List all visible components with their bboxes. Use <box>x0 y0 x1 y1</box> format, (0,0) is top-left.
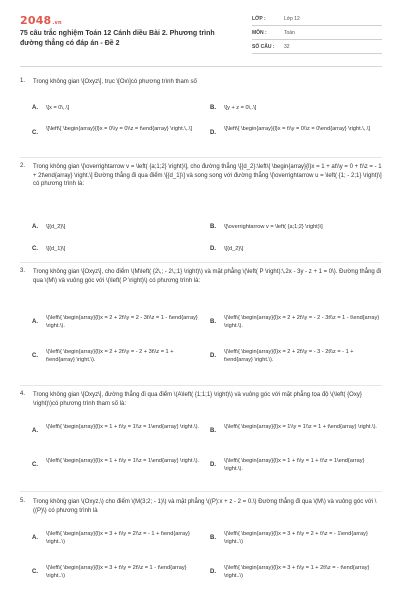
info-row-count <box>252 40 382 54</box>
option-letter: D. <box>210 569 216 575</box>
question-text: Trong không gian \[Oxyz\], đường thẳng đi qua điểm \(A\left( {1;1;1} \right)\) và vuông góc với mặt phẳng tọa độ \(\left( {Oxy} \right)\)có phương trình tham số là: <box>33 392 362 407</box>
option-a[interactable] <box>32 423 202 434</box>
option-letter: A. <box>32 428 38 434</box>
question-text: Trong không gian \[Oxyz\], trục \[Ox\]có phương trình tham số <box>33 79 197 85</box>
option-c[interactable] <box>32 457 202 468</box>
question-divider <box>20 262 382 263</box>
option-d[interactable] <box>210 564 382 581</box>
option-a[interactable] <box>32 104 200 112</box>
option-c[interactable] <box>32 564 202 581</box>
option-text: \[{d_2}\] <box>224 246 244 252</box>
info-label: MÔN : <box>252 29 267 36</box>
question-number: 1. <box>20 78 26 84</box>
question-text: Trong không gian \[Oxyz\], cho điểm \(M\left( {2\,; - 2\,;1} \right)\) và mặt phẳng \(\left( P \right):\,2x - 3y - z + 1 = 0\). Đường thẳng đi qua \(M\) và vuông góc với \(\left( P \right)\) có phương trình là: <box>33 269 382 284</box>
option-text: \[{d_2}\] <box>46 224 66 230</box>
option-text: \(\left\{ \begin{array}{l}x = 1 + t\\y = 1 + t\\z = 1\end{array} \right.\). <box>224 458 365 473</box>
option-letter: A. <box>32 319 38 325</box>
option-a[interactable] <box>32 530 202 547</box>
option-text: \(\left\{ \begin{array}{l}x = 3 + t\\y = 1 + 2t\\z = - t\end{array} \right..\) <box>224 565 370 580</box>
option-letter: D. <box>210 353 216 359</box>
option-letter: D. <box>210 246 216 252</box>
option-letter: C. <box>32 353 38 359</box>
question-3 <box>20 268 382 380</box>
option-c[interactable] <box>32 245 200 253</box>
option-text: \(\left\{ \begin{array}{l}x = 1 + t\\y = 1\\z = 1\end{array} \right.\). <box>46 458 199 464</box>
option-b[interactable] <box>210 314 382 331</box>
info-label: SỐ CÂU : <box>252 43 275 50</box>
option-letter: C. <box>32 246 38 252</box>
info-value: Toán <box>284 29 295 36</box>
option-letter: A. <box>32 224 38 230</box>
quiz-info-box <box>252 12 382 54</box>
option-letter: C. <box>32 130 38 136</box>
option-text: \[\left\{ \begin{array}{l}x = t\\y = 0\\z = 0\end{array} \right.\,.\] <box>224 126 370 132</box>
option-d[interactable] <box>210 348 382 365</box>
option-text: \[y + z = 0\,.\] <box>224 105 257 111</box>
option-letter: B. <box>210 535 216 541</box>
option-text: \(\left\{ \begin{array}{l}x = 2 + 2t\\y = 2 - 3t\\z = 1 - t\end{array} \right.\). <box>46 315 198 330</box>
question-divider <box>20 157 382 158</box>
site-logo[interactable]: 2048.vn <box>20 14 62 27</box>
info-value: 32 <box>284 43 290 50</box>
option-text: \[\overrightarrow v = \left( {a;1;2} \right)\] <box>224 224 323 230</box>
option-text: \(\left\{ \begin{array}{l}x = 1\\y = 1\\z = 1 + t\end{array} \right.\). <box>224 424 377 430</box>
question-text: Trong không gian \[\overrightarrow v = \left( {a;1;2} \right)\], cho đường thẳng \[{d_2}:\left\{ \begin{array}{l}x = 1 + at\\y = 0 + t\\z = - 1 + 2t\end{array} \right.\] Đường thẳng đi qua điểm \[{d_1}\] và song song với đường thẳng \[\overrightarrow u = \left( {1; - 2;1} \right)\] có phương trình là: <box>33 164 382 188</box>
option-text: \(\left\{ \begin{array}{l}x = 3 + t\\y = 2t\\z = 1 - t\end{array} \right..\) <box>46 565 187 580</box>
option-text: \[{d_1}\] <box>46 246 66 252</box>
question-number: 4. <box>20 391 26 397</box>
question-divider <box>20 491 382 492</box>
info-value: Lớp 12 <box>284 15 300 22</box>
option-text: \(\left\{ \begin{array}{l}x = 2 + 2t\\y = - 3 - 2t\\z = - 1 + t\end{array} \right.\). <box>224 349 354 364</box>
option-text: \(\left\{ \begin{array}{l}x = 2 + 2t\\y = - 2 - 3t\\z = 1 - t\end{array} \right.\). <box>224 315 380 330</box>
option-c[interactable] <box>32 348 202 365</box>
info-row-class <box>252 12 382 26</box>
question-1 <box>20 78 382 156</box>
question-2 <box>20 163 382 259</box>
option-letter: A. <box>32 535 38 541</box>
option-text: \(\left\{ \begin{array}{l}x = 3 + t\\y = 2\\z = - 1 + t\end{array} \right..\) <box>46 531 190 546</box>
quiz-title: 75 câu trắc nghiệm Toán 12 Cánh diều Bài 2. Phương trình đường thẳng có đáp án - Đề 2 <box>20 30 215 47</box>
question-4 <box>20 391 382 487</box>
question-number: 3. <box>20 268 26 274</box>
option-b[interactable] <box>210 530 382 547</box>
header-divider <box>20 66 382 67</box>
option-b[interactable] <box>210 223 380 231</box>
option-d[interactable] <box>210 245 380 253</box>
option-text: \(\left\{ \begin{array}{l}x = 3 + t\\y = 2 + t\\z = - 1\end{array} \right..\) <box>224 531 368 546</box>
question-number: 5. <box>20 498 26 504</box>
option-b[interactable] <box>210 104 380 112</box>
option-d[interactable] <box>210 457 382 474</box>
question-divider <box>20 385 382 386</box>
option-d[interactable] <box>210 125 380 136</box>
option-text: \(\left\{ \begin{array}{l}x = 2 + 2t\\y = - 2 + 3t\\z = 1 + t\end{array} \right.\). <box>46 349 174 364</box>
option-letter: D. <box>210 130 216 136</box>
option-letter: A. <box>32 105 38 111</box>
option-letter: B. <box>210 224 216 230</box>
option-text: \(\left\{ \begin{array}{l}x = 1 + t\\y = 1\\z = 1\end{array} \right.\). <box>46 424 199 430</box>
option-letter: C. <box>32 462 38 468</box>
option-a[interactable] <box>32 314 202 331</box>
option-text: \[x = 0\,.\] <box>46 105 70 111</box>
page-header <box>20 12 382 62</box>
option-c[interactable] <box>32 125 200 136</box>
option-b[interactable] <box>210 423 382 434</box>
option-letter: C. <box>32 569 38 575</box>
option-letter: B. <box>210 319 216 325</box>
option-letter: B. <box>210 105 216 111</box>
info-row-subject <box>252 26 382 40</box>
option-letter: D. <box>210 462 216 468</box>
option-a[interactable] <box>32 223 200 231</box>
question-5 <box>20 498 382 598</box>
info-label: LỚP : <box>252 15 266 22</box>
option-text: \[\left\{ \begin{array}{l}x = 0\\y = 0\\z = t\end{array} \right.\,.\] <box>46 126 192 132</box>
option-letter: B. <box>210 428 216 434</box>
question-text: Trong không gian \(Oxyz,\) cho điểm \(M(3;2; - 1)\) và mặt phẳng \((P):x + z - 2 = 0.\) Đường thẳng đi qua \(M\) và vuông góc với \((P)\) có phương trình là <box>33 499 377 514</box>
question-number: 2. <box>20 163 26 169</box>
